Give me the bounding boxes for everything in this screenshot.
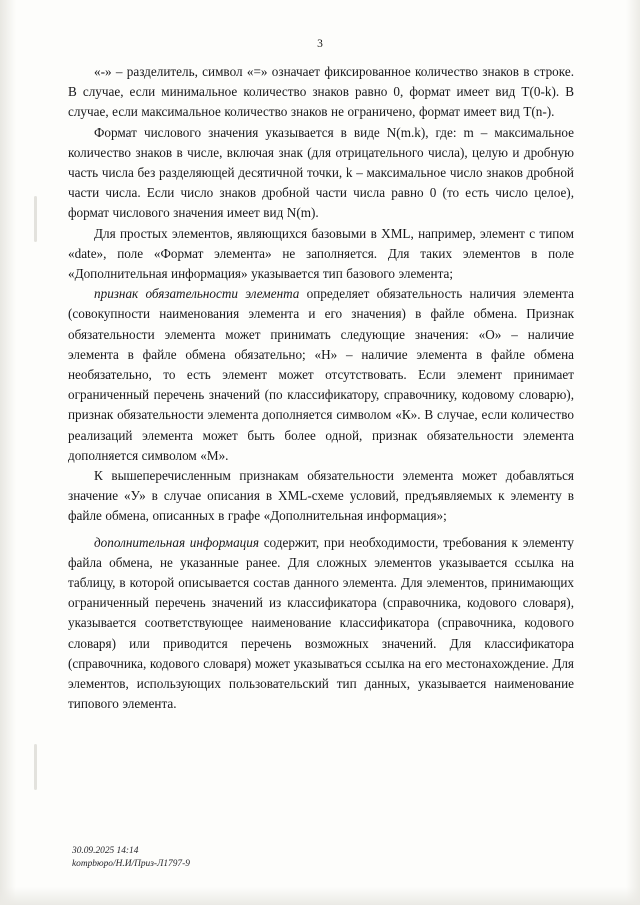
- page-bottom-shadow: [0, 887, 640, 905]
- footer-reference: kompbюро/Н.И/Приз-Л1797-9: [72, 859, 190, 869]
- page-number: 3: [317, 38, 323, 50]
- binder-hole-mark-top: [34, 196, 37, 242]
- paragraph-1-text: «-» – разделитель, символ «=» означает фиксированное количество знаков в строке. В случае, если минимальное количество знаков равно 0, формат имеет вид T(0-k). В случае, если максимальное количество знаков не ограничено, формат имеет вид T(n-).: [68, 64, 574, 120]
- footer-timestamp: 30.09.2025 14:14: [72, 846, 139, 856]
- page-left-shadow: [0, 0, 16, 905]
- paragraph-4-text: определяет обязательность наличия элемента (совокупности наименования элемента и его значения) в файле обмена. Признак обязательности элемента может принимать следующие значения: «О» – наличие элемента в файле обмена обязательно; «Н» – наличие элемента в файле обмена необязательно, то есть элемент может отсутствовать. Если элемент принимает ограниченный перечень значений (по классификатору, справочнику, кодовому словарю), признак обязательности элемента дополняется символом «К». В случае, если количество реализаций элемента может быть более одной, признак обязательности элемента дополняется символом «М».: [68, 286, 574, 463]
- paragraph-3: [68, 224, 574, 285]
- paragraph-4: [68, 284, 574, 466]
- footer-stamp: [72, 845, 190, 871]
- paragraph-2-text: Формат числового значения указывается в виде N(m.k), где: m – максимальное количество знаков в числе, включая знак (для отрицательного числа), целую и дробную часть числа без разделяющей десятичной точки, k – максимальное число знаков дробной части числа. Если число знаков дробной части числа равно 0 (то есть число целое), формат числового значения имеет вид N(m).: [68, 124, 574, 221]
- paragraph-4-term: признак обязательности элемента: [94, 286, 300, 302]
- paragraph-6-text: содержит, при необходимости, требования к элементу файла обмена, не указанные ранее. Для сложных элементов указывается ссылка на таблицу, в которой описывается состав данного элемента. Для элементов, принимающих ограниченный перечень значений из классификатора (справочника, кодового словаря), указывается соответствующее наименование классификатора (справочника, кодового словаря) или приводится перечень возможных значений. Для классификатора (справочника, кодового словаря) может указываться ссылка на его местонахождение. Для элементов, использующих пользовательский тип данных, указывается наименование типового элемента.: [68, 534, 574, 712]
- paragraph-5: [68, 466, 574, 527]
- binder-hole-mark-bottom: [34, 744, 37, 790]
- paragraph-6-term: дополнительная информация: [94, 534, 259, 550]
- paragraph-3-text: Для простых элементов, являющихся базовыми в XML, например, элемент с типом «date», поле «Формат элемента» не заполняется. Для таких элементов в поле «Дополнительная информация» указывается тип базового элемента;: [68, 225, 574, 282]
- page-right-shadow: [626, 0, 640, 905]
- paragraph-6: [68, 533, 574, 715]
- paragraph-5-text: К вышеперечисленным признакам обязательности элемента может добавляться значение «У» в случае описания в XML-схеме условий, предъявляемых к элементу в файле обмена, описанных в графе «Дополнительная информация»;: [68, 468, 574, 524]
- document-body: [68, 62, 574, 715]
- paragraph-1: [68, 62, 574, 123]
- paragraph-2: [68, 123, 574, 224]
